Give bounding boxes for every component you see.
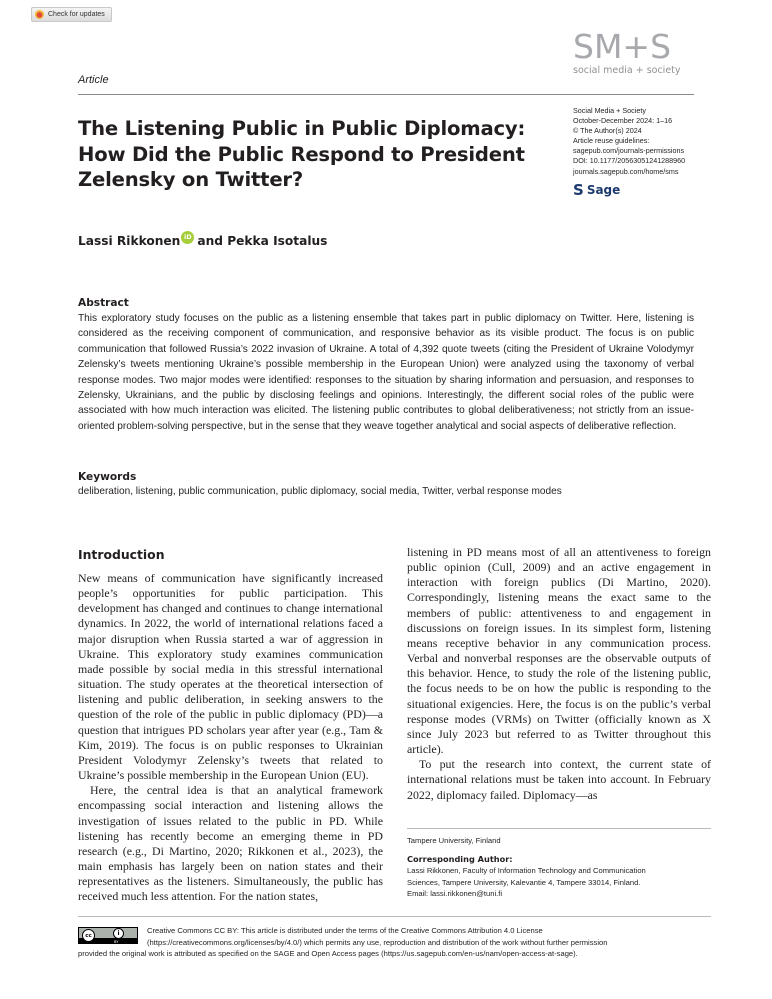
author-name[interactable]: and Pekka Isotalus [197,234,328,248]
journal-name: Social Media + Society [573,106,646,115]
body-column-left [78,571,383,904]
article-title: The Listening Public in Public Diplomacy: How Did the Public Respond to President Zelensky on Twitter? [78,117,526,191]
attribution-icon: i [113,928,124,939]
sage-s-icon: S [573,181,584,199]
orcid-icon[interactable]: iD [181,231,194,244]
corresponding-author-email[interactable]: Email: lassi.rikkonen@tuni.fi [407,889,503,898]
by-label: BY [114,940,119,944]
affiliation-block [407,835,717,900]
license-text [147,925,717,949]
sage-logo-text: Sage [586,183,621,197]
copyright: © The Author(s) 2024 [573,126,642,136]
license-url-line[interactable]: (https://creativecommons.org/licenses/by/4.0/) which permits any use, reproduction and distribution of the work without further permission [147,938,608,947]
author-name[interactable]: Lassi Rikkonen [78,234,181,248]
affiliation-institution: Tampere University, Finland [407,836,501,845]
body-paragraph: New means of communication have significantly increased people’s opportunities for public participation. This development has changed and continues to change international dynamics. In 2022, the world of international relations faced a major disruption when Russia started a war of aggression in Ukraine. This exploratory study examines communication made possible by social media in this stressful international situation. The study operates at the theoretical intersection of listening and public deliberation, in seeking answers to the question of the role of the public in public diplomacy (PD)—a question that intrigues PD scholars year after year (e.g., Tam & Kim, 2019). The focus is on public responses to Ukrainian President Volodymyr Zelensky’s tweets that related to Ukraine’s possible membership in the European Union (EU). [78,571,383,783]
check-for-updates-label: Check for updates [48,11,105,18]
body-paragraph: Here, the central idea is that an analytical framework encompassing social interaction and listening allows the investigation of issues related to the public in PD. While listening has recently become an emerging theme in PD research (e.g., Di Martino, 2020; Rikkonen et al., 2023), the main emphasis has largely been on nation states and their representatives as the listeners. Simultaneously, the public has received much less attention. For the nation states, [78,783,383,904]
creative-commons-icon: cc [82,929,95,942]
journal-issue: October-December 2024: 1–16 [573,116,673,126]
body-paragraph: listening in PD means most of all an attentiveness to foreign public opinion (Cull, 2009) and an active engagement in interaction with foreign publics (Di Martino, 2020). Correspondingly, listening means the exact same to the members of public: attentiveness to and engagement in discussions on foreign issues. In its simplest form, listening means receptive behavior in any communication process. Verbal and nonverbal responses are the observable outputs of this behavior. Hence, to study the role of the listening public, the focus needs to be on how the public is responding to the situational exigencies. Here, the focus is on the public’s verbal response modes (VRMs) on Twitter (officially known as X since July 2023 but referred to as Twitter throughout this article). [407,545,711,757]
journal-home-link[interactable]: journals.sagepub.com/home/sms [573,166,679,176]
crossmark-icon [35,10,44,19]
abstract-heading: Abstract [78,297,129,309]
introduction-heading: Introduction [78,547,165,562]
journal-meta [573,106,685,177]
journal-logo [573,27,695,76]
body-paragraph: To put the research into context, the current state of international relations must be taken into account. In February 2022, diplomacy failed. Diplomacy—as [407,757,711,802]
footer-divider [78,916,711,917]
corresponding-author-line: Lassi Rikkonen, Faculty of Information Technology and Communication [407,866,646,875]
doi-link[interactable]: DOI: 10.1177/20563051241288960 [573,156,686,166]
journal-logo-mark: SM+S [573,27,672,66]
body-column-right [407,545,711,803]
keywords-heading: Keywords [78,471,137,483]
keywords-text: deliberation, listening, public communication, public diplomacy, social media, Twitter, verbal response modes [78,486,562,497]
article-type-label: Article [78,74,109,86]
journal-logo-subtitle: social media + society [573,65,681,76]
affiliation-divider [407,828,711,829]
reuse-guidelines-label: Article reuse guidelines: [573,136,650,146]
license-line: Creative Commons CC BY: This article is distributed under the terms of the Creative Commons Attribution 4.0 License [147,926,543,935]
sage-logo [573,181,620,199]
cc-by-license-badge[interactable] [78,927,138,944]
check-for-updates-button[interactable] [31,7,112,22]
author-list [78,234,327,248]
corresponding-author-line: Sciences, Tampere University, Kalevantie 4, Tampere 33014, Finland. [407,877,641,887]
header-divider [78,94,694,95]
license-attribution-line[interactable]: provided the original work is attributed as specified on the SAGE and Open Access pages (https://us.sagepub.com/en-us/nam/open-access-at-sage). [78,949,578,958]
permissions-link[interactable]: sagepub.com/journals-permissions [573,146,685,156]
corresponding-author-heading: Corresponding Author: [407,853,513,864]
abstract-text: This exploratory study focuses on the public as a listening ensemble that takes part in public diplomacy on Twitter. Here, listening is considered as the receiving component of communication, and responsive behavior as its visible product. The focus is on public communication that followed Russia’s 2022 invasion of Ukraine. A total of 4,392 quote tweets (citing the President of Ukraine Volodymyr Zelensky’s tweets mentioning Ukraine’s possible membership in the European Union) were analyzed using the taxonomy of verbal response modes. Two major modes were identified: responses to the situation by sharing information and persuasion, and responses to Zelensky, Ukrainians, and the public by disclosing feelings and opinions. Interestingly, the different social roles of the public were associated with how much interaction was elicited. The listening public contributes to global deliberativeness; not strictly from an issue-oriented problem-solving perspective, but in the sense that they weave together analytical and social aspects of deliberative reflection. [78,313,694,432]
